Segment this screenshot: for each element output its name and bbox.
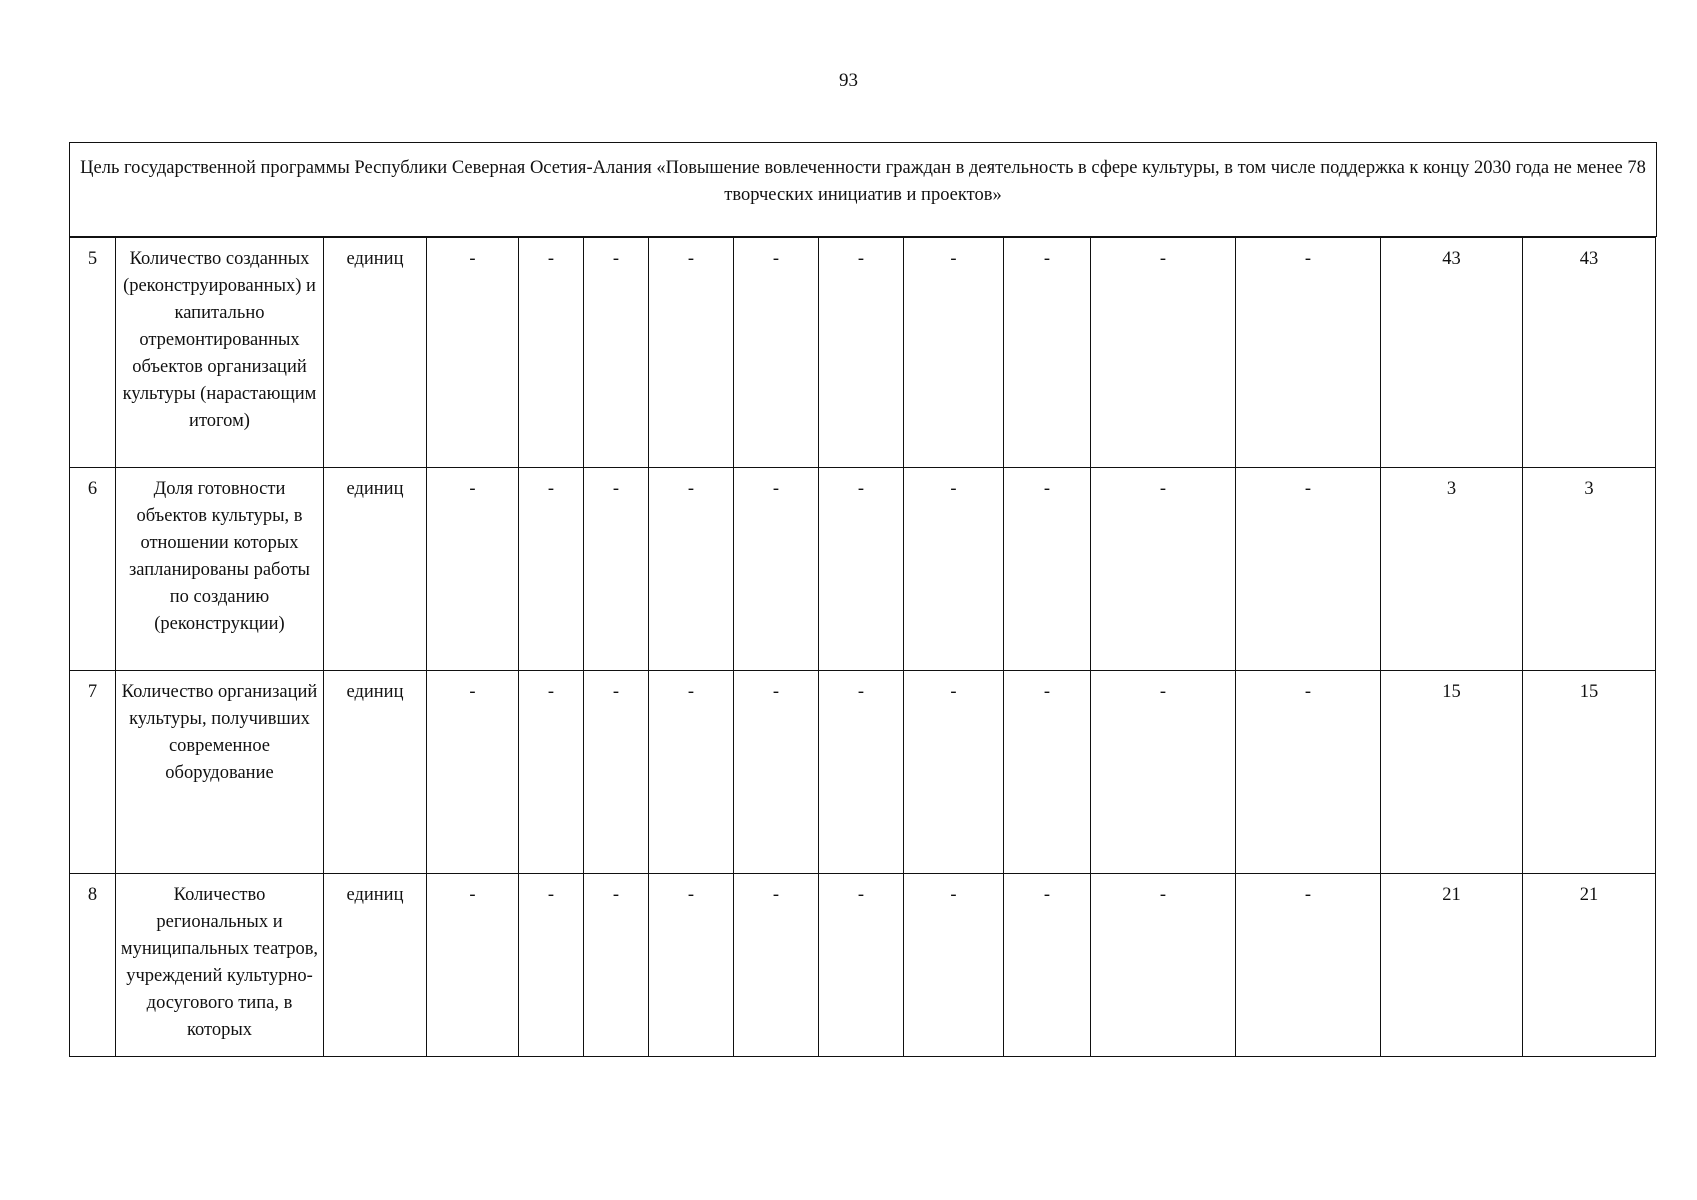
value-cell: - (1236, 874, 1381, 1057)
indicator-name: Количество организаций культуры, получивших современное оборудование (116, 671, 324, 874)
program-goal-header: Цель государственной программы Республики Северная Осетия-Алания «Повышение вовлеченности граждан в деятельность в сфере культуры, в том числе поддержка к концу 2030 года не менее 78 творческих инициатив и проектов» (69, 142, 1657, 237)
value-cell: - (819, 874, 904, 1057)
value-cell: - (819, 671, 904, 874)
unit-cell: единиц (324, 874, 427, 1057)
value-cell: - (904, 468, 1004, 671)
value-cell: - (904, 238, 1004, 468)
value-cell: - (649, 238, 734, 468)
value-cell: - (1236, 671, 1381, 874)
unit-cell: единиц (324, 468, 427, 671)
value-cell: - (1091, 874, 1236, 1057)
value-cell: - (584, 874, 649, 1057)
value-cell: - (734, 238, 819, 468)
value-cell: 3 (1381, 468, 1523, 671)
value-cell: - (427, 238, 519, 468)
indicator-name: Количество региональных и муниципальных театров, учреждений культурно-досугового типа, в которых (116, 874, 324, 1057)
value-cell: 15 (1381, 671, 1523, 874)
unit-cell: единиц (324, 238, 427, 468)
value-cell: 15 (1523, 671, 1656, 874)
value-cell: - (734, 671, 819, 874)
value-cell: - (1091, 671, 1236, 874)
value-cell: - (1004, 874, 1091, 1057)
value-cell: - (519, 671, 584, 874)
value-cell: - (519, 874, 584, 1057)
value-cell: - (427, 468, 519, 671)
value-cell: - (649, 671, 734, 874)
value-cell: - (1091, 468, 1236, 671)
indicators-table (69, 237, 1656, 1057)
value-cell: - (649, 468, 734, 671)
row-number: 5 (70, 238, 116, 468)
row-number: 6 (70, 468, 116, 671)
value-cell: 21 (1381, 874, 1523, 1057)
value-cell: 43 (1381, 238, 1523, 468)
value-cell: 21 (1523, 874, 1656, 1057)
value-cell: 3 (1523, 468, 1656, 671)
page-number: 93 (839, 70, 858, 91)
value-cell: - (427, 874, 519, 1057)
table-row (70, 468, 1656, 671)
value-cell: - (584, 468, 649, 671)
value-cell: - (584, 671, 649, 874)
value-cell: - (819, 468, 904, 671)
value-cell: - (1236, 238, 1381, 468)
value-cell: - (819, 238, 904, 468)
table-row (70, 671, 1656, 874)
value-cell: - (1236, 468, 1381, 671)
value-cell: - (1004, 238, 1091, 468)
row-number: 8 (70, 874, 116, 1057)
table-row (70, 874, 1656, 1057)
row-number: 7 (70, 671, 116, 874)
value-cell: - (1091, 238, 1236, 468)
value-cell: - (734, 874, 819, 1057)
value-cell: - (1004, 468, 1091, 671)
value-cell: - (519, 238, 584, 468)
value-cell: - (904, 874, 1004, 1057)
value-cell: - (734, 468, 819, 671)
value-cell: - (584, 238, 649, 468)
value-cell: - (904, 671, 1004, 874)
unit-cell: единиц (324, 671, 427, 874)
value-cell: - (519, 468, 584, 671)
value-cell: - (427, 671, 519, 874)
indicator-name: Доля готовности объектов культуры, в отношении которых запланированы работы по созданию (реконструкции) (116, 468, 324, 671)
table-row (70, 238, 1656, 468)
indicator-name: Количество созданных (реконструированных) и капитально отремонтированных объектов организаций культуры (нарастающим итогом) (116, 238, 324, 468)
value-cell: 43 (1523, 238, 1656, 468)
value-cell: - (649, 874, 734, 1057)
value-cell: - (1004, 671, 1091, 874)
